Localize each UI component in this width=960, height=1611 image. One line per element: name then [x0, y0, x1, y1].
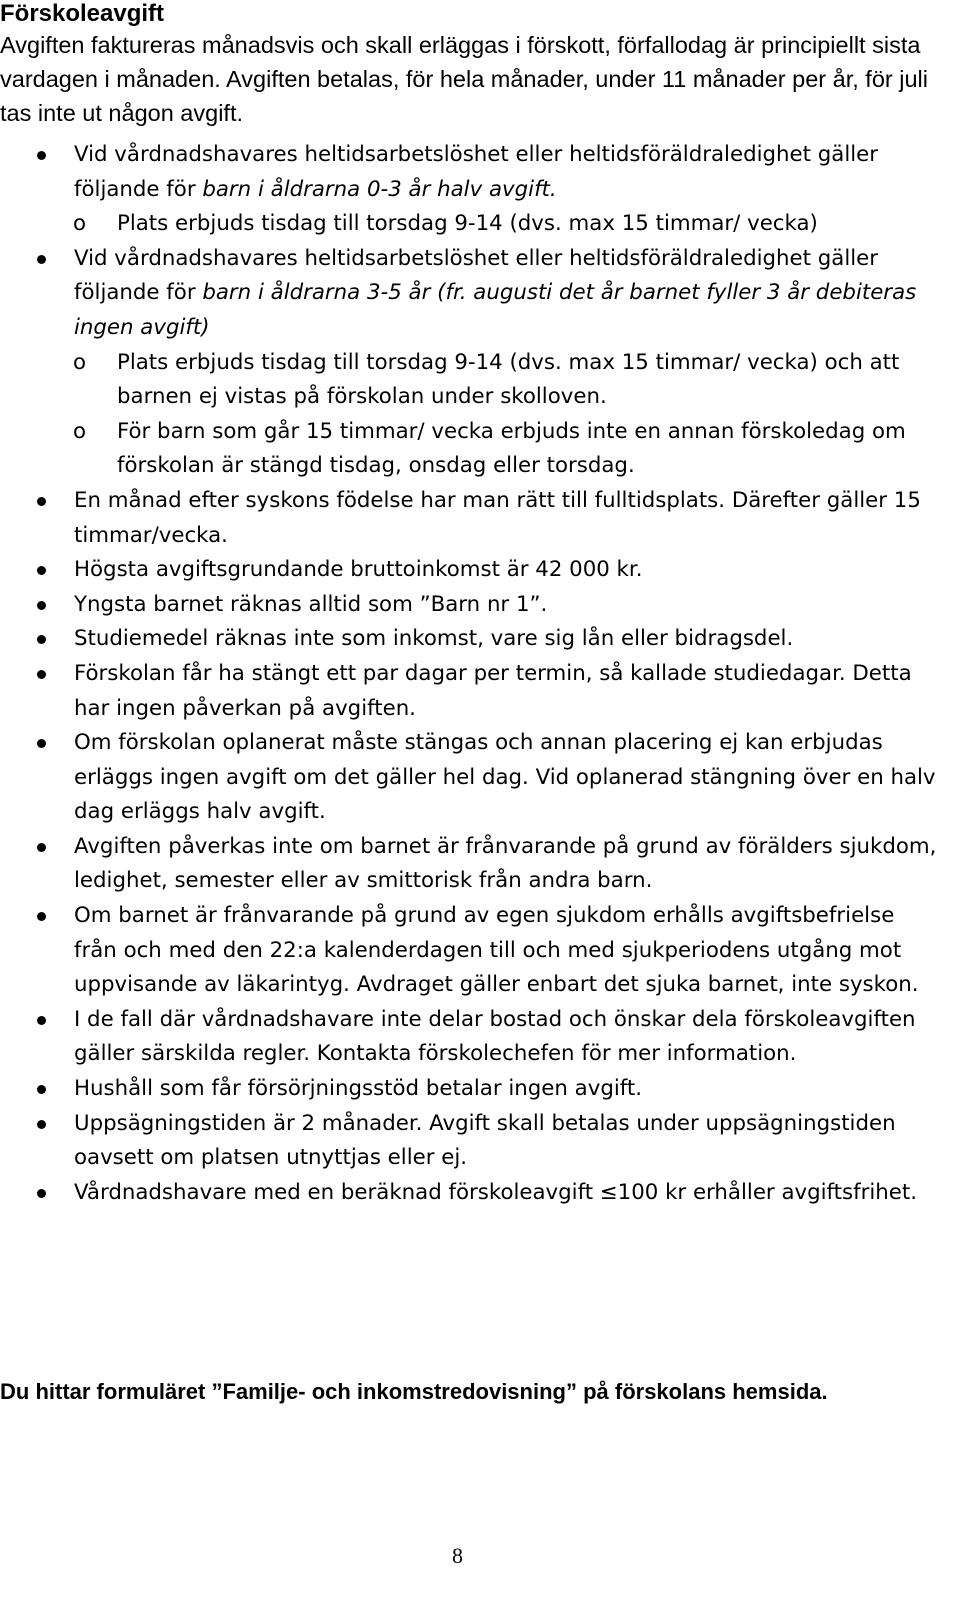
list-item — [0, 622, 940, 657]
sub-bullet-marker: o — [73, 349, 87, 375]
bullet-icon — [36, 899, 48, 934]
bullet-icon — [36, 830, 48, 865]
list-item — [0, 484, 940, 553]
bullet-icon — [36, 242, 48, 277]
list-item-emphasis: barn i åldrarna 3-5 år (fr. augusti det år barnet fyller 3 år debiteras ingen avgift) — [74, 280, 917, 340]
list-item-text: Uppsägningstiden är 2 månader. Avgift skall betalas under uppsägningstiden oavsett om platsen utnyttjas eller ej. — [74, 1110, 896, 1171]
list-item — [0, 830, 940, 899]
list-item — [0, 1003, 940, 1072]
list-item-text: Vårdnadshavare med en beräknad förskoleavgift ≤100 kr erhåller avgiftsfrihet. — [74, 1179, 917, 1205]
sub-list-item-text: Plats erbjuds tisdag till torsdag 9-14 (dvs. max 15 timmar/ vecka) och att barnen ej vistas på förskolan under skolloven. — [117, 349, 900, 410]
bullet-icon — [36, 588, 48, 623]
list-item-text: Hushåll som får försörjningsstöd betalar ingen avgift. — [74, 1076, 642, 1102]
page-number: 8 — [452, 1543, 463, 1568]
list-item-text: Studiemedel räknas inte som inkomst, vare sig lån eller bidragsdel. — [74, 626, 794, 652]
list-item — [0, 657, 940, 726]
bullet-icon — [36, 1107, 48, 1142]
bullet-icon — [36, 553, 48, 588]
bullet-icon — [36, 657, 48, 692]
sub-list-item — [0, 415, 940, 484]
sub-list-item-text: För barn som går 15 timmar/ vecka erbjuds inte en annan förskoledag om förskolan är stängd tisdag, onsdag eller torsdag. — [117, 418, 906, 479]
list-item-text: Avgiften påverkas inte om barnet är frånvarande på grund av förälders sjukdom, ledighet, semester eller av smittorisk från andra barn. — [74, 833, 937, 894]
list-item-text: Högsta avgiftsgrundande bruttoinkomst är 42 000 kr. — [74, 557, 643, 583]
bullet-icon — [36, 138, 48, 173]
list-item-text: Vid vårdnadshavares heltidsarbetslöshet eller heltidsföräldraledighet gäller följande för — [74, 142, 879, 202]
bullet-icon — [36, 1003, 48, 1038]
list-item — [0, 1072, 940, 1107]
sub-list-item-text: Plats erbjuds tisdag till torsdag 9-14 (dvs. max 15 timmar/ vecka) — [117, 211, 818, 237]
sub-bullet-marker: o — [73, 211, 87, 237]
list-item — [0, 1176, 940, 1211]
list-item — [0, 1107, 940, 1176]
list-item — [0, 553, 940, 588]
list-item-emphasis: barn i åldrarna 0-3 år halv avgift. — [202, 176, 557, 202]
intro-paragraph: Avgiften faktureras månadsvis och skall erläggas i förskott, förfallodag är principiellt sista vardagen i månaden. Avgiften betalas, för hela månader, under 11 månader per år, för juli tas inte ut någon avgift. — [0, 32, 928, 126]
list-item-text: Om förskolan oplanerat måste stängas och annan placering ej kan erbjudas erläggs ingen avgift om det gäller hel dag. Vid oplanerad stängning över en halv dag erläggs halv avgift. — [74, 730, 936, 825]
list-item — [0, 726, 940, 830]
list-item-text: Vid vårdnadshavares heltidsarbetslöshet eller heltidsföräldraledighet gäller följande för — [74, 245, 879, 306]
list-item — [0, 588, 940, 623]
page-title: Förskoleavgift — [0, 0, 165, 27]
bullet-icon — [36, 726, 48, 761]
sub-list-item — [0, 346, 940, 415]
list-item-text: Om barnet är frånvarande på grund av egen sjukdom erhålls avgiftsbefrielse från och med den 22:a kalenderdagen till och med sjukperiodens utgång mot uppvisande av läkarintyg. Avdraget gäller enbart det sjuka barnet, inte syskon. — [74, 903, 919, 998]
bullet-icon — [36, 484, 48, 519]
list-item-text: Förskolan får ha stängt ett par dagar per termin, så kallade studiedagar. Detta har ingen påverkan på avgiften. — [74, 660, 912, 721]
list-item — [0, 138, 940, 207]
list-item — [0, 899, 940, 1003]
sub-list-item — [0, 207, 940, 242]
list-item — [0, 242, 940, 346]
bullet-icon — [36, 622, 48, 657]
bullet-icon — [36, 1176, 48, 1211]
form-notice: Du hittar formuläret ”Familje- och inkomstredovisning” på förskolans hemsida. — [0, 1379, 828, 1404]
list-item-text: Yngsta barnet räknas alltid som ”Barn nr 1”. — [74, 591, 548, 617]
rules-list — [0, 138, 940, 1210]
sub-bullet-marker: o — [73, 418, 87, 444]
bullet-icon — [36, 1072, 48, 1107]
list-item-text: I de fall där vårdnadshavare inte delar bostad och önskar dela förskoleavgiften gäller särskilda regler. Kontakta förskolechefen för mer information. — [74, 1006, 916, 1067]
list-item-text: En månad efter syskons födelse har man rätt till fulltidsplats. Därefter gäller 15 timmar/vecka. — [74, 487, 921, 548]
